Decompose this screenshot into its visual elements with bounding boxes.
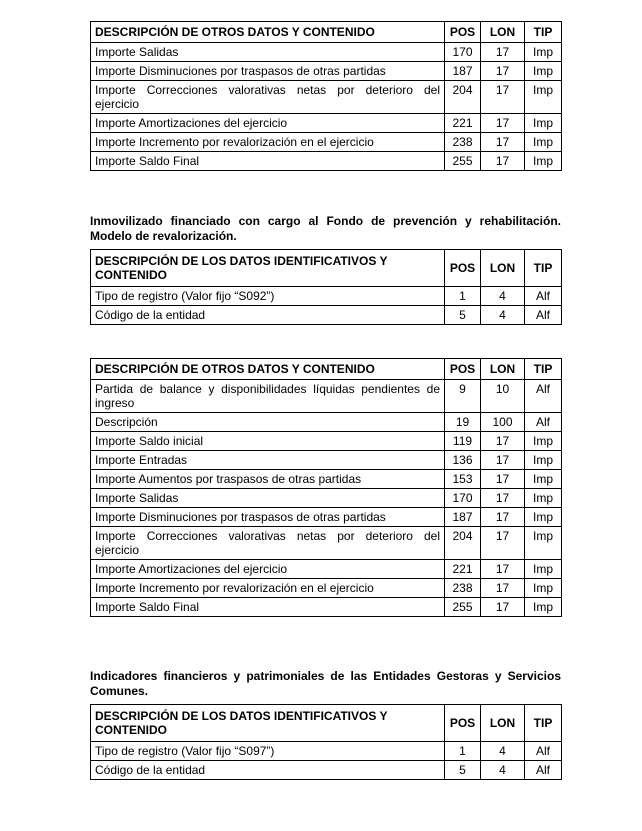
- table-header-row: [91, 705, 562, 742]
- cell-lon: 17: [481, 432, 525, 451]
- table-identificativos-s092: [90, 249, 562, 325]
- cell-pos: 153: [445, 470, 481, 489]
- cell-tip: Imp: [525, 451, 562, 470]
- cell-description: Código de la entidad: [91, 761, 445, 780]
- header-pos: POS: [445, 705, 481, 742]
- header-pos: POS: [445, 22, 481, 43]
- cell-lon: 17: [481, 508, 525, 527]
- table-row: [91, 380, 562, 413]
- cell-description: Tipo de registro (Valor fijo “S092”): [91, 287, 445, 306]
- cell-tip: Imp: [525, 579, 562, 598]
- cell-description: Importe Saldo inicial: [91, 432, 445, 451]
- cell-tip: Alf: [525, 380, 562, 413]
- cell-tip: Alf: [525, 306, 562, 325]
- header-lon: LON: [481, 705, 525, 742]
- cell-tip: Imp: [525, 489, 562, 508]
- cell-pos: 238: [445, 133, 481, 152]
- table-row: [91, 742, 562, 761]
- cell-tip: Alf: [525, 287, 562, 306]
- cell-lon: 17: [481, 489, 525, 508]
- cell-pos: 9: [445, 380, 481, 413]
- cell-description: Descripción: [91, 413, 445, 432]
- cell-description: Importe Entradas: [91, 451, 445, 470]
- table-row: [91, 451, 562, 470]
- table-row: [91, 432, 562, 451]
- table-row: [91, 527, 562, 560]
- table-row: [91, 81, 562, 114]
- cell-pos: 5: [445, 306, 481, 325]
- cell-pos: 187: [445, 508, 481, 527]
- cell-lon: 17: [481, 81, 525, 114]
- cell-description: Importe Disminuciones por traspasos de otras partidas: [91, 62, 445, 81]
- cell-lon: 100: [481, 413, 525, 432]
- header-description: DESCRIPCIÓN DE OTROS DATOS Y CONTENIDO: [91, 22, 445, 43]
- cell-lon: 17: [481, 43, 525, 62]
- header-tip: TIP: [525, 250, 562, 287]
- table-row: [91, 133, 562, 152]
- cell-tip: Imp: [525, 470, 562, 489]
- header-tip: TIP: [525, 359, 562, 380]
- table-row: [91, 598, 562, 617]
- cell-tip: Imp: [525, 152, 562, 171]
- cell-tip: Alf: [525, 413, 562, 432]
- table-row: [91, 508, 562, 527]
- section-heading-s097: Indicadores financieros y patrimoniales de las Entidades Gestoras y Servicios Comunes.: [90, 669, 561, 698]
- table-header-row: [91, 359, 562, 380]
- cell-lon: 17: [481, 114, 525, 133]
- table-header-row: [91, 22, 562, 43]
- cell-pos: 255: [445, 598, 481, 617]
- cell-tip: Imp: [525, 432, 562, 451]
- cell-description: Importe Amortizaciones del ejercicio: [91, 114, 445, 133]
- table-row: [91, 489, 562, 508]
- header-lon: LON: [481, 250, 525, 287]
- table-row: [91, 62, 562, 81]
- cell-tip: Imp: [525, 508, 562, 527]
- cell-tip: Imp: [525, 598, 562, 617]
- cell-tip: Imp: [525, 560, 562, 579]
- cell-tip: Alf: [525, 761, 562, 780]
- table-other-data-1: [90, 21, 562, 171]
- section-heading-s092: Inmovilizado financiado con cargo al Fondo de prevención y rehabilitación. Modelo de revalorización.: [90, 214, 561, 243]
- header-lon: LON: [481, 359, 525, 380]
- header-description: DESCRIPCIÓN DE LOS DATOS IDENTIFICATIVOS Y CONTENIDO: [91, 705, 445, 742]
- cell-description: Importe Correcciones valorativas netas por deterioro del ejercicio: [91, 81, 445, 114]
- cell-description: Importe Salidas: [91, 489, 445, 508]
- header-description: DESCRIPCIÓN DE OTROS DATOS Y CONTENIDO: [91, 359, 445, 380]
- table-row: [91, 287, 562, 306]
- cell-lon: 17: [481, 527, 525, 560]
- table-row: [91, 413, 562, 432]
- cell-description: Importe Incremento por revalorización en el ejercicio: [91, 133, 445, 152]
- cell-tip: Alf: [525, 742, 562, 761]
- cell-description: Importe Correcciones valorativas netas por deterioro del ejercicio: [91, 527, 445, 560]
- cell-lon: 17: [481, 470, 525, 489]
- table-row: [91, 43, 562, 62]
- cell-pos: 238: [445, 579, 481, 598]
- cell-description: Importe Incremento por revalorización en el ejercicio: [91, 579, 445, 598]
- cell-tip: Imp: [525, 81, 562, 114]
- cell-lon: 17: [481, 560, 525, 579]
- table-row: [91, 560, 562, 579]
- table-identificativos-s097: [90, 704, 562, 780]
- cell-pos: 5: [445, 761, 481, 780]
- cell-lon: 17: [481, 598, 525, 617]
- cell-tip: Imp: [525, 62, 562, 81]
- cell-lon: 10: [481, 380, 525, 413]
- cell-lon: 4: [481, 287, 525, 306]
- table-row: [91, 470, 562, 489]
- table-row: [91, 306, 562, 325]
- cell-description: Importe Salidas: [91, 43, 445, 62]
- header-tip: TIP: [525, 22, 562, 43]
- cell-pos: 204: [445, 527, 481, 560]
- cell-description: Importe Amortizaciones del ejercicio: [91, 560, 445, 579]
- cell-pos: 119: [445, 432, 481, 451]
- cell-lon: 4: [481, 761, 525, 780]
- cell-description: Código de la entidad: [91, 306, 445, 325]
- cell-pos: 204: [445, 81, 481, 114]
- cell-tip: Imp: [525, 133, 562, 152]
- header-tip: TIP: [525, 705, 562, 742]
- table-row: [91, 152, 562, 171]
- table-header-row: [91, 250, 562, 287]
- cell-tip: Imp: [525, 527, 562, 560]
- cell-lon: 4: [481, 742, 525, 761]
- cell-description: Importe Saldo Final: [91, 598, 445, 617]
- cell-pos: 19: [445, 413, 481, 432]
- header-pos: POS: [445, 250, 481, 287]
- cell-pos: 221: [445, 114, 481, 133]
- cell-description: Tipo de registro (Valor fijo “S097”): [91, 742, 445, 761]
- cell-lon: 17: [481, 579, 525, 598]
- cell-lon: 17: [481, 152, 525, 171]
- cell-lon: 4: [481, 306, 525, 325]
- cell-description: Importe Saldo Final: [91, 152, 445, 171]
- table-other-data-s092: [90, 358, 562, 617]
- cell-pos: 1: [445, 287, 481, 306]
- header-pos: POS: [445, 359, 481, 380]
- cell-description: Importe Disminuciones por traspasos de otras partidas: [91, 508, 445, 527]
- cell-description: Importe Aumentos por traspasos de otras partidas: [91, 470, 445, 489]
- cell-pos: 221: [445, 560, 481, 579]
- header-lon: LON: [481, 22, 525, 43]
- cell-tip: Imp: [525, 114, 562, 133]
- cell-pos: 255: [445, 152, 481, 171]
- cell-tip: Imp: [525, 43, 562, 62]
- cell-lon: 17: [481, 133, 525, 152]
- cell-pos: 170: [445, 489, 481, 508]
- cell-pos: 136: [445, 451, 481, 470]
- cell-pos: 170: [445, 43, 481, 62]
- header-description: DESCRIPCIÓN DE LOS DATOS IDENTIFICATIVOS Y CONTENIDO: [91, 250, 445, 287]
- table-row: [91, 761, 562, 780]
- table-row: [91, 579, 562, 598]
- cell-lon: 17: [481, 451, 525, 470]
- table-row: [91, 114, 562, 133]
- cell-pos: 1: [445, 742, 481, 761]
- cell-description: Partida de balance y disponibilidades líquidas pendientes de ingreso: [91, 380, 445, 413]
- cell-pos: 187: [445, 62, 481, 81]
- cell-lon: 17: [481, 62, 525, 81]
